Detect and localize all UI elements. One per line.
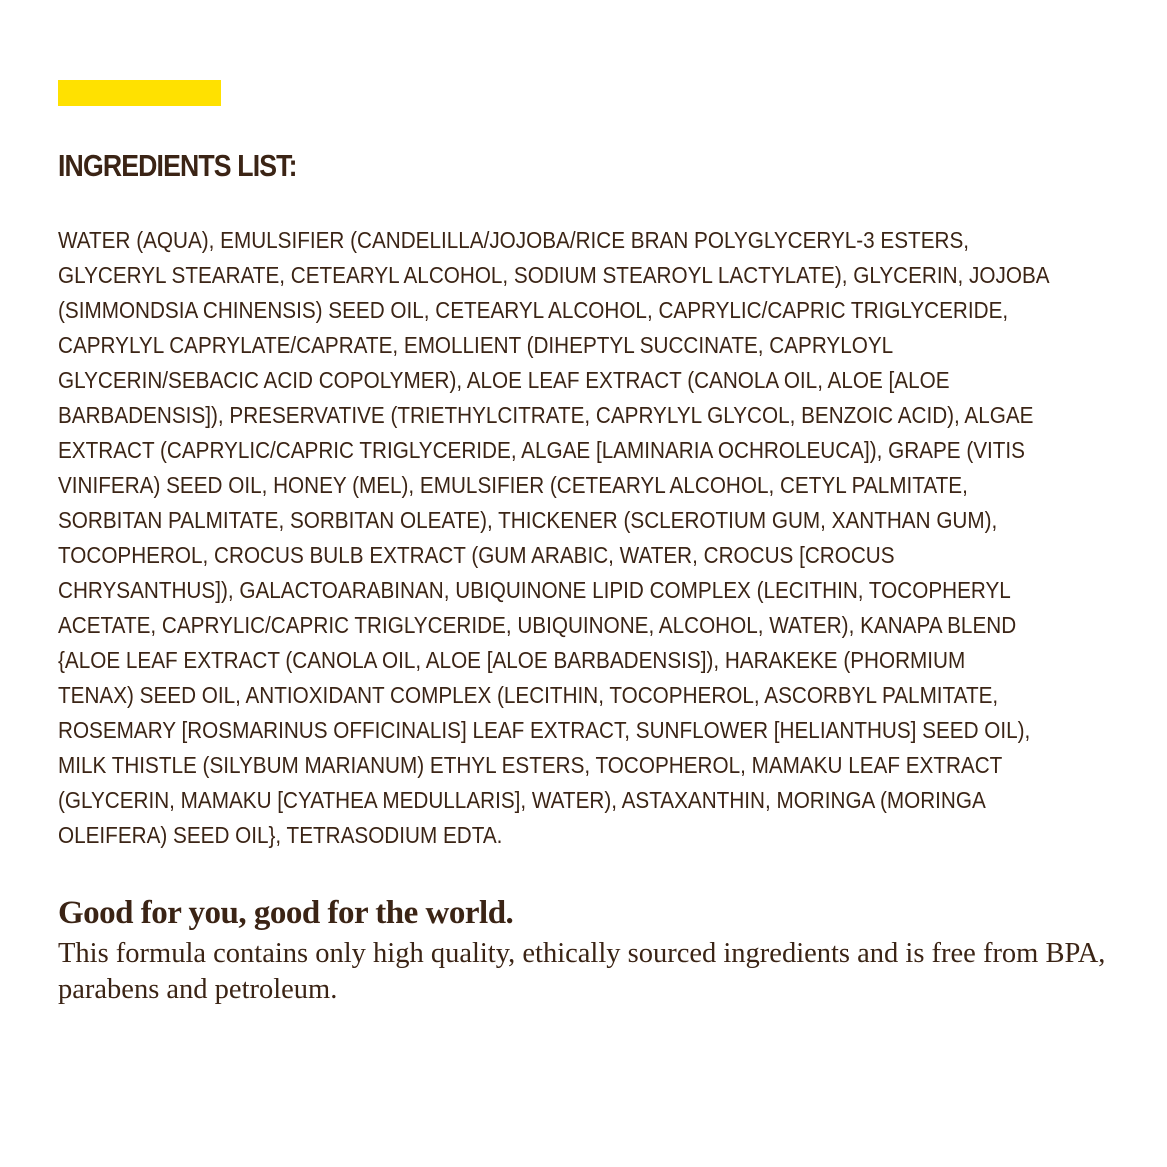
ingredients-line: CHRYSANTHUS]), GALACTOARABINAN, UBIQUINONE LIPID COMPLEX (LECITHIN, TOCOPHERYL [58,577,1011,603]
ingredients-line: (GLYCERIN, MAMAKU [CYATHEA MEDULLARIS], WATER), ASTAXANTHIN, MORINGA (MORINGA [58,787,986,813]
ingredients-line: GLYCERIN/SEBACIC ACID COPOLYMER), ALOE LEAF EXTRACT (CANOLA OIL, ALOE [ALOE [58,367,950,393]
ingredients-line: {ALOE LEAF EXTRACT (CANOLA OIL, ALOE [ALOE BARBADENSIS]), HARAKEKE (PHORMIUM [58,647,966,673]
ingredients-line: (SIMMONDSIA CHINENSIS) SEED OIL, CETEARYL ALCOHOL, CAPRYLIC/CAPRIC TRIGLYCERIDE, [58,297,1009,323]
ingredients-line: GLYCERYL STEARATE, CETEARYL ALCOHOL, SODIUM STEAROYL LACTYLATE), GLYCERIN, JOJOBA [58,262,1050,288]
ingredients-line: SORBITAN PALMITATE, SORBITAN OLEATE), THICKENER (SCLEROTIUM GUM, XANTHAN GUM), [58,507,998,533]
tagline: Good for you, good for the world. [58,895,514,931]
accent-bar [58,80,221,106]
ingredients-line: MILK THISTLE (SILYBUM MARIANUM) ETHYL ESTERS, TOCOPHEROL, MAMAKU LEAF EXTRACT [58,752,1003,778]
ingredients-line: ROSEMARY [ROSMARINUS OFFICINALIS] LEAF EXTRACT, SUNFLOWER [HELIANTHUS] SEED OIL), [58,717,1031,743]
description: This formula contains only high quality, ethically sourced ingredients and is free from BPA, parabens and petroleum. [58,938,1106,1005]
ingredients-line: BARBADENSIS]), PRESERVATIVE (TRIETHYLCITRATE, CAPRYLYL GLYCOL, BENZOIC ACID), ALGAE [58,402,1034,428]
ingredients-line: CAPRYLYL CAPRYLATE/CAPRATE, EMOLLIENT (DIHEPTYL SUCCINATE, CAPRYLOYL [58,332,894,358]
ingredients-line: ACETATE, CAPRYLIC/CAPRIC TRIGLYCERIDE, UBIQUINONE, ALCOHOL, WATER), KANAPA BLEND [58,612,1017,638]
ingredients-line: EXTRACT (CAPRYLIC/CAPRIC TRIGLYCERIDE, ALGAE [LAMINARIA OCHROLEUCA]), GRAPE (VITIS [58,437,1025,463]
ingredients-list [58,223,1104,853]
ingredients-line: TENAX) SEED OIL, ANTIOXIDANT COMPLEX (LECITHIN, TOCOPHEROL, ASCORBYL PALMITATE, [58,682,999,708]
ingredients-line: TOCOPHEROL, CROCUS BULB EXTRACT (GUM ARABIC, WATER, CROCUS [CROCUS [58,542,895,568]
ingredients-line: WATER (AQUA), EMULSIFIER (CANDELILLA/JOJOBA/RICE BRAN POLYGLYCERYL-3 ESTERS, [58,227,970,253]
ingredients-line: OLEIFERA) SEED OIL}, TETRASODIUM EDTA. [58,822,503,848]
page-title: INGREDIENTS LIST: [58,148,297,183]
ingredients-line: VINIFERA) SEED OIL, HONEY (MEL), EMULSIFIER (CETEARYL ALCOHOL, CETYL PALMITATE, [58,472,968,498]
